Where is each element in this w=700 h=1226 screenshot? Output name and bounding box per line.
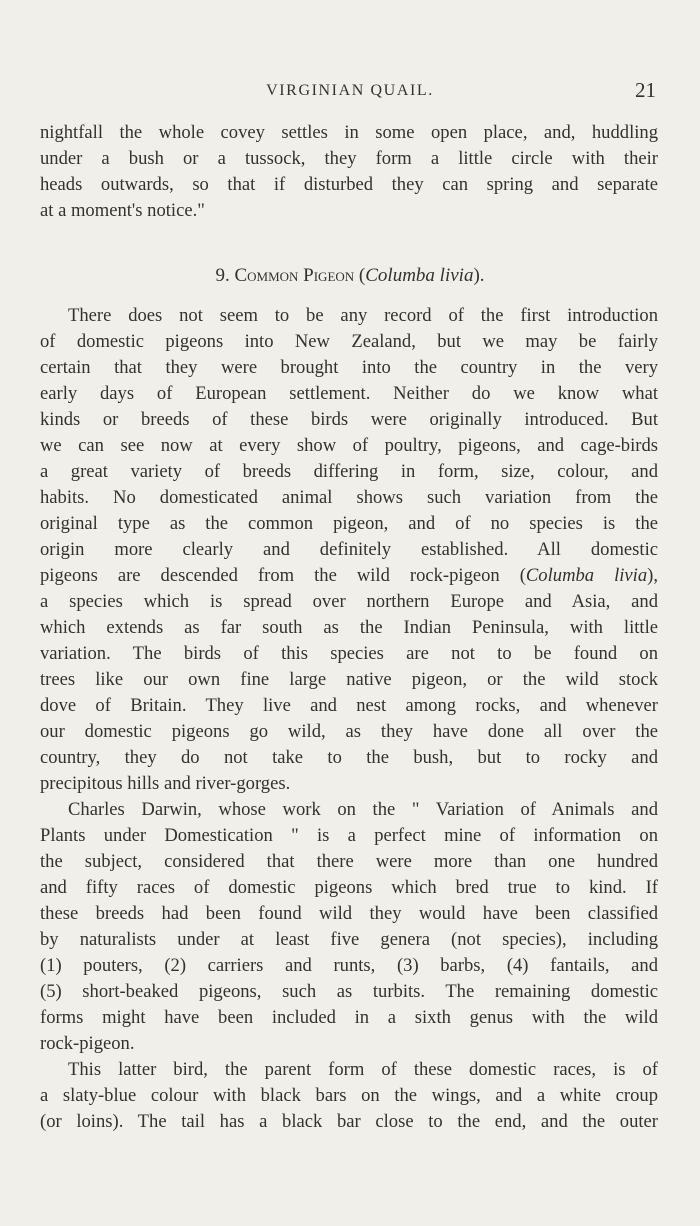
text-line: Plants under Domestication " is a perfect mine of information on: [40, 825, 658, 846]
text-line: habits. No domesticated animal shows such variation from the: [40, 487, 658, 508]
section-title: Common Pigeon: [234, 265, 355, 286]
section-heading: [0, 265, 700, 287]
text-line: we can see now at every show of poultry, pigeons, and cage-birds: [40, 435, 658, 456]
text-line: original type as the common pigeon, and of no species is the: [40, 513, 658, 534]
section-latin-name: Columba livia: [365, 265, 474, 286]
heading-close-paren: ).: [473, 265, 485, 286]
paragraph-3: [40, 1057, 658, 1135]
text-line: origin more clearly and definitely established. All domestic: [40, 539, 658, 560]
text-line: (1) pouters, (2) carriers and runts, (3) barbs, (4) fantails, and: [40, 955, 658, 976]
text-line: by naturalists under at least five genera (not species), including: [40, 929, 658, 950]
text-block-top: [40, 120, 658, 224]
running-head: [0, 78, 700, 108]
text-line: these breeds had been found wild they would have been classified: [40, 903, 658, 924]
text-line: [40, 563, 658, 589]
text-line: forms might have been included in a sixth genus with the wild: [40, 1007, 658, 1028]
text-line: dove of Britain. They live and nest among rocks, and whenever: [40, 695, 658, 716]
text-line: at a moment's notice.": [40, 200, 205, 221]
paragraph-2: [40, 797, 658, 1057]
section-number: 9.: [215, 265, 230, 286]
text-line: which extends as far south as the Indian Peninsula, with little: [40, 617, 658, 638]
text-line: of domestic pigeons into New Zealand, but we may be fairly: [40, 331, 658, 352]
paragraph-1: [40, 303, 658, 797]
text-line: There does not seem to be any record of the first introduction: [68, 305, 658, 326]
latin-name: Columba livia: [525, 565, 648, 586]
text-line: variation. The birds of this species are not to be found on: [40, 643, 658, 664]
text-line: certain that they were brought into the country in the very: [40, 357, 658, 378]
text-line: a great variety of breeds differing in form, size, colour, and: [40, 461, 658, 482]
text-line: country, they do not take to the bush, but to rocky and: [40, 747, 658, 768]
text-line: This latter bird, the parent form of these domestic races, is of: [68, 1059, 658, 1080]
text-line: trees like our own fine large native pigeon, or the wild stock: [40, 669, 658, 690]
text-line: a species which is spread over northern Europe and Asia, and: [40, 591, 658, 612]
text-line: our domestic pigeons go wild, as they have done all over the: [40, 721, 658, 742]
text-line: (5) short-beaked pigeons, such as turbits. The remaining domestic: [40, 981, 658, 1002]
text-line: (or loins). The tail has a black bar close to the end, and the outer: [40, 1111, 658, 1132]
text-line: and fifty races of domestic pigeons which bred true to kind. If: [40, 877, 658, 898]
text-line: nightfall the whole covey settles in some open place, and, huddling: [40, 122, 658, 143]
text-line: a slaty-blue colour with black bars on the wings, and a white croup: [40, 1085, 658, 1106]
heading-open-paren: (: [358, 265, 366, 286]
running-title: VIRGINIAN QUAIL.: [266, 82, 434, 99]
page-number: 21: [635, 78, 656, 102]
text-line: precipitous hills and river-gorges.: [40, 773, 291, 794]
text-line: under a bush or a tussock, they form a little circle with their: [40, 148, 658, 169]
text-line: the subject, considered that there were more than one hundred: [40, 851, 658, 872]
text-line: kinds or breeds of these birds were originally introduced. But: [40, 409, 658, 430]
text-line: Charles Darwin, whose work on the " Variation of Animals and: [68, 799, 658, 820]
text-line: early days of European settlement. Neither do we know what: [40, 383, 658, 404]
text-run: pigeons are descended from the wild rock-pigeon (: [40, 565, 526, 586]
text-run: ),: [647, 565, 658, 586]
text-line: rock-pigeon.: [40, 1033, 135, 1054]
text-line: heads outwards, so that if disturbed they can spring and separate: [40, 174, 658, 195]
